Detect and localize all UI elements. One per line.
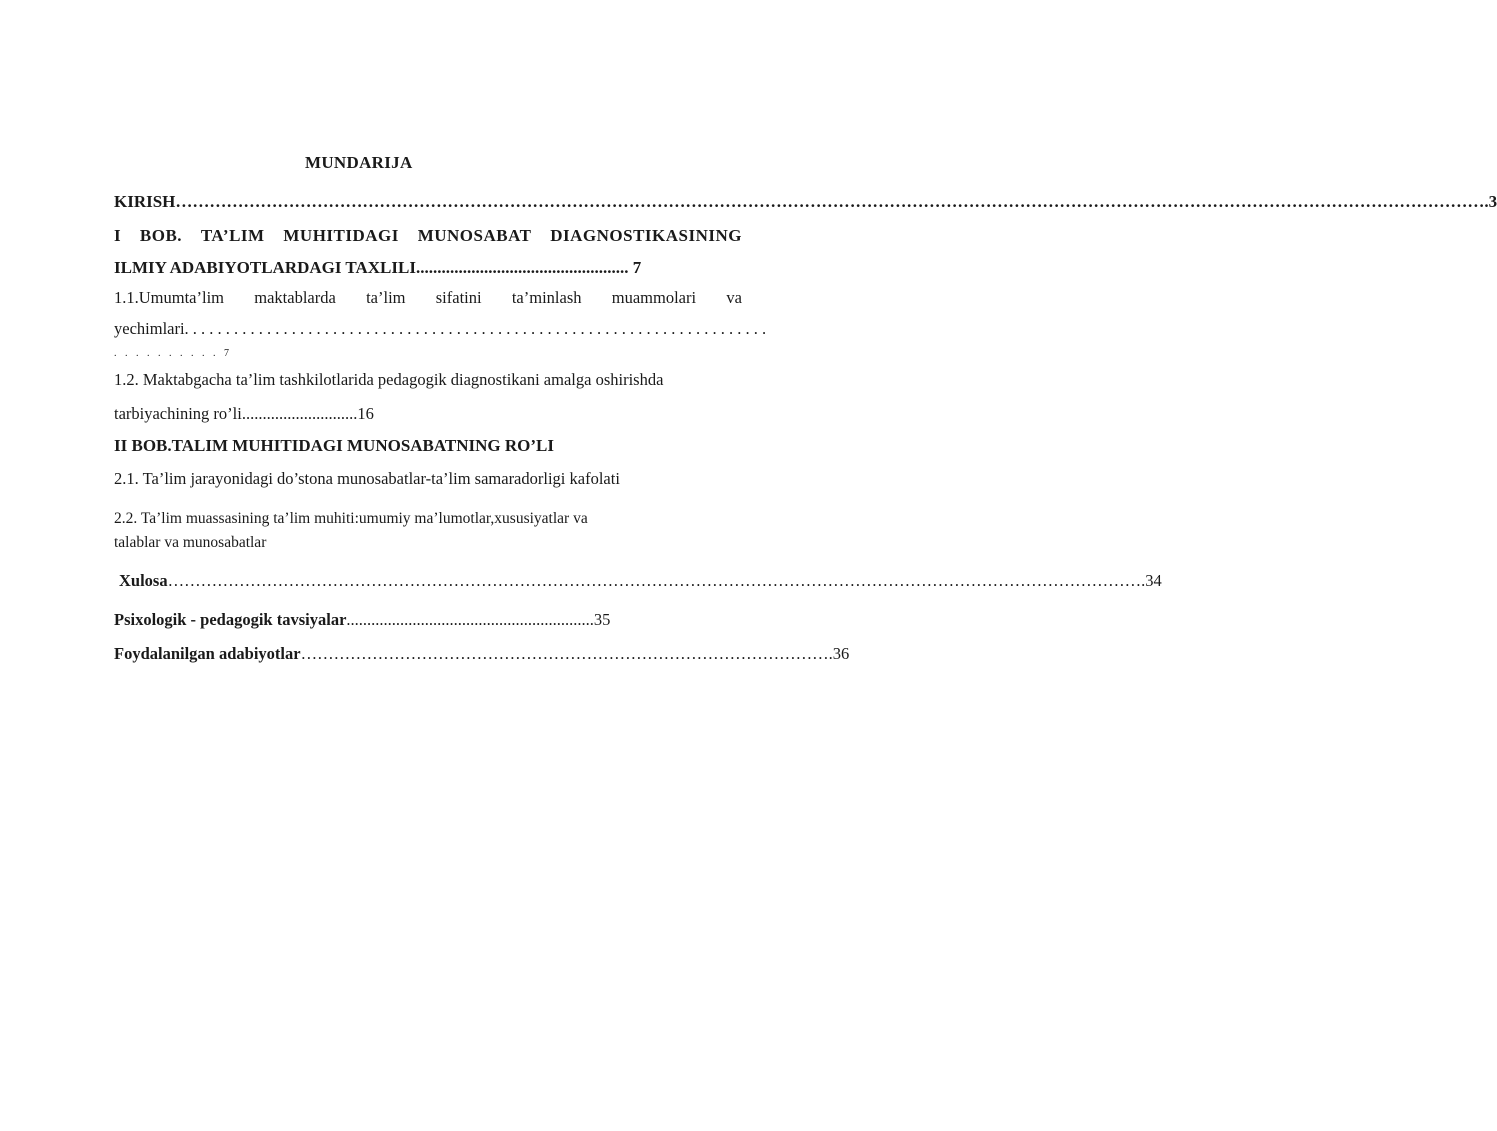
toc-entry-2-2-line1: 2.2. Ta’lim muassasining ta’lim muhiti:umumiy ma’lumotlar,xususiyatlar va: [114, 510, 588, 527]
psix-dots: ............................................................35: [346, 610, 611, 629]
toc-entry-1-2-line2: tarbiyachining ro’li............................16: [114, 404, 374, 423]
s11-word: va: [726, 288, 742, 307]
s11-word: muammolari: [611, 288, 697, 307]
bob1-word: TA’LIM: [200, 226, 265, 245]
s11-word: 1.1.Umumta’lim: [114, 288, 224, 307]
toc-entry-kirish: KIRISH…………………………………………………………………………………………………………………………………………………………………………………………………………….3: [114, 192, 1497, 211]
page-title: MUNDARIJA: [305, 153, 413, 172]
psix-label: Psixologik - pedagogik tavsiyalar: [114, 610, 347, 629]
toc-entry-1-2-line1: 1.2. Maktabgacha ta’lim tashkilotlarida pedagogik diagnostikani amalga oshirishda: [114, 370, 664, 389]
toc-entry-2-2-line2: talablar va munosabatlar: [114, 534, 267, 551]
toc-entry-xulosa: [119, 571, 1162, 591]
toc-entry-1-1-line2: yechimlari. . . . . . . . . . . . . . . . . . . . . . . . . . . . . . . . . . . . . . . . . . . . . . . . . . . . . . . . . . . . . . . . . . . . . . .: [114, 319, 767, 338]
toc-entry-psixologik: [114, 610, 742, 630]
foyd-dots: …………………………………………………………………………………….36: [300, 644, 850, 663]
s11-word: ta’lim: [366, 288, 406, 307]
toc-entry-1-1-line1: [114, 288, 742, 308]
bob1-word: BOB.: [139, 226, 183, 245]
bob1-word: MUNOSABAT: [417, 226, 532, 245]
toc-entry-1-1-line3: . . . . . . . . . . 7: [114, 348, 232, 359]
bob1-word: I: [114, 226, 122, 245]
s11-word: ta’minlash: [511, 288, 582, 307]
bob1-word: MUHITIDAGI: [283, 226, 399, 245]
toc-entry-foydalanilgan: [114, 644, 850, 664]
xulosa-dots: …………………………………………………………………………………………………………………………………………………………….34: [167, 571, 1162, 590]
toc-entry-2-1: 2.1. Ta’lim jarayonidagi do’stona munosabatlar-ta’lim samaradorligi kafolati: [114, 469, 620, 488]
toc-entry-bob1-line1: [114, 226, 742, 246]
foyd-label: Foydalanilgan adabiyotlar: [114, 644, 301, 663]
toc-entry-bob1-line2: ILMIY ADABIYOTLARDAGI TAXLILI.................................................. 7: [114, 258, 642, 277]
xulosa-label: Xulosa: [119, 571, 168, 590]
toc-entry-bob2: II BOB.TALIM MUHITIDAGI MUNOSABATNING RO’LI: [114, 436, 554, 455]
s11-word: maktablarda: [254, 288, 336, 307]
s11-word: sifatini: [435, 288, 482, 307]
bob1-word: DIAGNOSTIKASINING: [550, 226, 742, 245]
